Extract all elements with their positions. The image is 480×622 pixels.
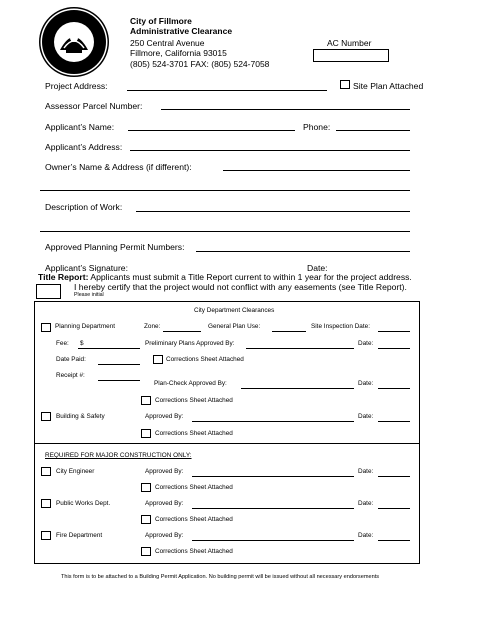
project-address-input[interactable] (127, 90, 327, 91)
public-works-date-label: Date: (358, 500, 374, 507)
receipt-input[interactable] (98, 380, 140, 381)
form-title: Administrative Clearance (130, 26, 233, 36)
general-plan-use-input[interactable] (272, 331, 306, 332)
clearances-heading: City Department Clearances (194, 307, 275, 314)
building-label: Building & Safety (56, 413, 105, 420)
plan-check-date-label: Date: (358, 380, 374, 387)
planning-corrections-checkbox-2[interactable] (141, 396, 151, 405)
assessor-parcel-input[interactable] (161, 109, 410, 110)
fire-date-input[interactable] (378, 540, 410, 541)
org-name: City of Fillmore (130, 16, 192, 26)
assessor-parcel-label: Assessor Parcel Number: (45, 101, 143, 111)
title-report-text (38, 272, 412, 282)
site-inspection-label: Site Inspection Date: (311, 323, 370, 330)
public-works-label: Public Works Dept. (56, 500, 111, 507)
plan-check-label: Plan-Check Approved By: (154, 380, 227, 387)
fee-input[interactable] (78, 348, 140, 349)
building-approved-input[interactable] (192, 421, 354, 422)
phone-input[interactable] (336, 130, 410, 131)
building-date-label: Date: (358, 413, 374, 420)
title-report-label: Title Report: (38, 272, 89, 282)
planning-corrections-checkbox-1[interactable] (153, 355, 163, 364)
fire-corrections-label: Corrections Sheet Attached (155, 548, 233, 555)
address-line-1: 250 Central Avenue (130, 38, 205, 48)
fire-date-label: Date: (358, 532, 374, 539)
fire-label: Fire Department (56, 532, 103, 539)
preliminary-date-input[interactable] (378, 348, 410, 349)
planning-label: Planning Department (55, 323, 116, 330)
applicant-name-input[interactable] (128, 130, 295, 131)
plan-check-input[interactable] (241, 388, 354, 389)
approved-permit-input[interactable] (196, 251, 410, 252)
please-initial-text: Please initial (74, 292, 104, 298)
site-plan-checkbox[interactable] (340, 80, 350, 89)
initial-box[interactable] (36, 284, 61, 299)
description-label: Description of Work: (45, 202, 123, 212)
owner-input-2[interactable] (40, 190, 410, 191)
fire-corrections-checkbox[interactable] (141, 547, 151, 556)
city-seal (38, 6, 110, 78)
city-engineer-date-input[interactable] (378, 476, 410, 477)
phone-label: Phone: (303, 122, 331, 132)
preliminary-plans-label: Preliminary Plans Approved By: (145, 340, 235, 347)
ac-number-label: AC Number (327, 38, 372, 48)
owner-label: Owner’s Name & Address (if different): (45, 162, 192, 172)
phone-fax: (805) 524-3701 FAX: (805) 524-7058 (130, 59, 270, 69)
city-engineer-corrections-checkbox[interactable] (141, 483, 151, 492)
building-date-input[interactable] (378, 421, 410, 422)
receipt-label: Receipt #: (56, 372, 85, 379)
fee-label: Fee: (56, 340, 69, 347)
fire-approved-label: Approved By: (145, 532, 184, 539)
public-works-approved-label: Approved By: (145, 500, 184, 507)
public-works-corrections-checkbox[interactable] (141, 515, 151, 524)
building-corrections-label: Corrections Sheet Attached (155, 430, 233, 437)
approved-permit-label: Approved Planning Permit Numbers: (45, 242, 185, 252)
city-engineer-checkbox[interactable] (41, 467, 51, 476)
footer-note: This form is to be attached to a Building Permit Application. No building permit will be issued without all necessary endorsements (61, 574, 380, 580)
city-engineer-approved-input[interactable] (192, 476, 354, 477)
zone-input[interactable] (163, 331, 201, 332)
ac-number-input[interactable] (313, 49, 389, 62)
preliminary-date-label: Date: (358, 340, 374, 347)
address-line-2: Fillmore, California 93015 (130, 48, 227, 58)
preliminary-plans-input[interactable] (246, 348, 354, 349)
fire-checkbox[interactable] (41, 531, 51, 540)
public-works-corrections-label: Corrections Sheet Attached (155, 516, 233, 523)
clearances-divider (34, 443, 420, 444)
signature-label: Applicant’s Signature: (45, 263, 128, 273)
owner-input-1[interactable] (223, 170, 410, 171)
public-works-approved-input[interactable] (192, 508, 354, 509)
description-input-1[interactable] (136, 211, 410, 212)
signature-date-label: Date: (307, 263, 328, 273)
description-input-2[interactable] (40, 231, 410, 232)
planning-corrections-label-2: Corrections Sheet Attached (155, 397, 233, 404)
building-approved-label: Approved By: (145, 413, 184, 420)
applicant-name-label: Applicant’s Name: (45, 122, 115, 132)
city-engineer-approved-label: Approved By: (145, 468, 184, 475)
plan-check-date-input[interactable] (378, 388, 410, 389)
date-paid-label: Date Paid: (56, 356, 86, 363)
fire-approved-input[interactable] (192, 540, 354, 541)
date-paid-input[interactable] (98, 364, 140, 365)
planning-checkbox[interactable] (41, 323, 51, 332)
project-address-label: Project Address: (45, 81, 108, 91)
building-checkbox[interactable] (41, 412, 51, 421)
general-plan-use-label: General Plan Use: (208, 323, 261, 330)
site-inspection-input[interactable] (378, 331, 410, 332)
planning-corrections-label-1: Corrections Sheet Attached (166, 356, 244, 363)
public-works-checkbox[interactable] (41, 499, 51, 508)
certify-text: I hereby certify that the project would not conflict with any easements (see Title Report). (74, 282, 407, 292)
building-corrections-checkbox[interactable] (141, 429, 151, 438)
city-engineer-label: City Engineer (56, 468, 95, 475)
city-engineer-corrections-label: Corrections Sheet Attached (155, 484, 233, 491)
title-report-body: Applicants must submit a Title Report current to within 1 year for the project address. (88, 272, 412, 282)
city-engineer-date-label: Date: (358, 468, 374, 475)
site-plan-label: Site Plan Attached (353, 81, 424, 91)
applicant-address-label: Applicant’s Address: (45, 142, 123, 152)
applicant-address-input[interactable] (130, 150, 410, 151)
fee-currency: $ (80, 340, 84, 347)
zone-label: Zone: (144, 323, 161, 330)
public-works-date-input[interactable] (378, 508, 410, 509)
major-construction-heading: REQUIRED FOR MAJOR CONSTRUCTION ONLY: (45, 452, 192, 459)
